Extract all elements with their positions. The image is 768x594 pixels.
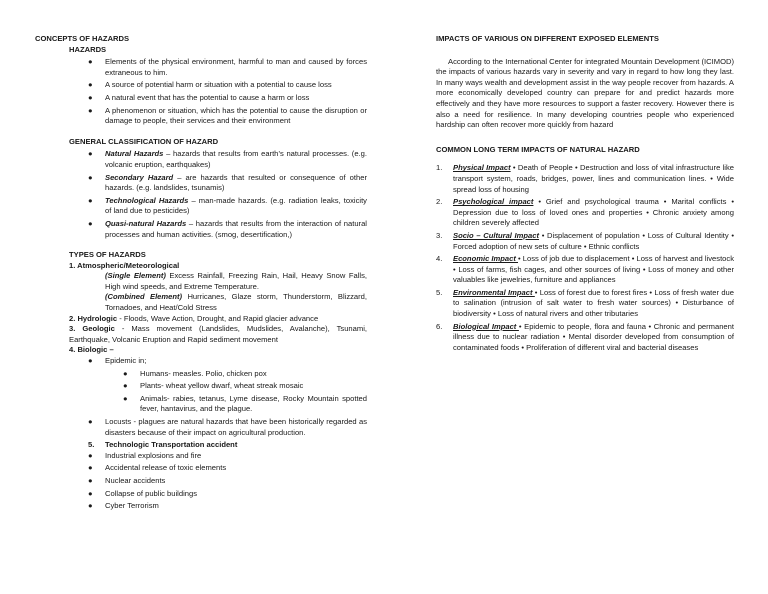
bullet-icon: ● xyxy=(88,218,93,228)
list-item: ● A phenomenon or situation, which has the potential to cause the disruption or damage to people, their services and their environment xyxy=(88,105,367,126)
type-technologic: 5. Technologic Transportation accident xyxy=(88,440,238,450)
impact-item: 3. Socio – Cultural Impact • Displacement of population • Loss of Cultural Identity • Forced adoption of new sets of culture • Ethnic conflicts xyxy=(436,230,734,251)
bullet-icon: ● xyxy=(88,149,93,159)
bullet-icon: ● xyxy=(88,417,93,426)
types-heading: TYPES OF HAZARDS xyxy=(69,250,146,260)
list-item: ● Humans- measles. Polio, chicken pox xyxy=(123,368,267,378)
bullet-icon: ● xyxy=(88,501,93,511)
list-item: ● Cyber Terrorism xyxy=(88,501,159,511)
bullet-icon: ● xyxy=(88,463,93,473)
type-atmospheric: 1. Atmospheric/Meteorological xyxy=(69,260,180,270)
type-hydrologic: 2. Hydrologic - Floods, Wave Action, Drought, and Rapid glacier advance xyxy=(69,313,319,323)
list-item: ● Animals- rabies, tetanus, Lyme disease, Rocky Mountain spotted fever, hantavirus, and the plague. xyxy=(123,393,367,414)
list-item: ● Collapse of public buildings xyxy=(88,488,198,498)
bullet-icon: ● xyxy=(88,356,93,366)
impact-item: 5. Environmental Impact • Loss of forest due to forest fires • Loss of fresh water due to salination (intrusion of salt water to fresh water sources) • Disturbance of biodiversity • Loss of natural rivers and other tributaries xyxy=(436,287,734,319)
impact-item: 1. Physical Impact • Death of People • Destruction and loss of vital infrastructure like transport system, roads, bridges, power, lines and communication lines. • Wide spread loss of housing xyxy=(436,163,734,194)
list-item: ● Epidemic in; xyxy=(88,356,147,366)
bullet-icon: ● xyxy=(88,80,93,90)
bullet-icon: ● xyxy=(88,105,93,115)
impacts-title: IMPACTS OF VARIOUS ON DIFFERENT EXPOSED ELEMENTS xyxy=(436,34,659,43)
hazards-heading: HAZARDS xyxy=(69,44,107,54)
list-item: ● Secondary Hazard – are hazards that resulted or consequence of other hazards. (e.g. landslides, tsunamis) xyxy=(88,172,367,193)
bullet-icon: ● xyxy=(88,57,93,67)
list-item: ● Natural Hazards – hazards that results from earth’s natural processes. (e.g. volcanic eruption, earthquakes) xyxy=(88,149,367,169)
impact-item: 2. Psychological impact • Grief and psychological trauma • Marital conflicts • Depression due to loss of loved ones and properties • Chronic anxiety among children severely affected xyxy=(436,197,734,228)
list-item: ● Plants- wheat yellow dwarf, wheat streak mosaic xyxy=(123,381,304,391)
bullet-icon: ● xyxy=(88,195,93,205)
bullet-icon: ● xyxy=(123,368,128,378)
bullet-icon: ● xyxy=(88,450,93,460)
list-item: ● Quasi-natural Hazards – hazards that results from the interaction of natural processes and human activities. (smog, desertification,) xyxy=(88,218,367,239)
bullet-icon: ● xyxy=(123,393,128,403)
bullet-icon: ● xyxy=(88,475,93,485)
impact-item: 6. Biological Impact • Epidemic to people, flora and fauna • Chronic and permanent illness due to nuclear radiation • Mental disorder developed from consumption of contaminated foods • Proliferation of different viral and bacterial diseases xyxy=(436,321,734,352)
classification-heading: GENERAL CLASSIFICATION OF HAZARD xyxy=(69,136,219,146)
combined-element-text: (Combined Element) Hurricanes, Glaze storm, Thunderstorm, Blizzard, Tornadoes, and Heat/Cold Stress xyxy=(105,292,367,313)
list-item: ● Industrial explosions and fire xyxy=(88,450,202,460)
bullet-icon: ● xyxy=(123,381,128,391)
long-term-heading: COMMON LONG TERM IMPACTS OF NATURAL HAZARD xyxy=(436,144,640,154)
single-element-text: (Single Element) Excess Rainfall, Freezing Rain, Hail, Heavy Snow Falls, High wind speeds, and Extreme Temperature. xyxy=(105,271,367,291)
list-item: ● Accidental release of toxic elements xyxy=(88,463,227,473)
list-item: ● Technological Hazards – man-made hazards. (e.g. radiation leaks, toxicity of land due to pesticides) xyxy=(88,195,367,216)
type-biologic: 4. Biologic – xyxy=(69,345,114,355)
list-item: ● Nuclear accidents xyxy=(88,475,166,485)
bullet-icon: ● xyxy=(88,92,93,102)
intro-paragraph: According to the International Center for integrated Mountain Development (ICIMOD) the impacts of various hazards vary in severity and vary in regard to how long they last. In many ways wealth and development assist in the way people recover from hazards. A more economically developed country can prepare for and predict hazards more effectively and they have more resources to support a faster recovery. However there is also a need for resilience. In many developing countries people who experienced hardship can often recover more quickly from hazard xyxy=(436,56,734,130)
list-item: ● Elements of the physical environment, harmful to man and caused by forces extraneous to him. xyxy=(88,57,367,77)
concepts-title: CONCEPTS OF HAZARDS xyxy=(35,34,130,43)
right-column xyxy=(436,34,734,355)
list-item: ● A source of potential harm or situation with a potential to cause loss xyxy=(88,80,332,90)
bullet-icon: ● xyxy=(88,172,93,182)
left-column xyxy=(35,34,367,514)
bullet-icon: ● xyxy=(88,488,93,498)
impact-item: 4. Economic Impact • Loss of job due to displacement • Loss of harvest and livestock • Loss of farms, fish cages, and other sources of living • Loss of money and other valuables like jewelries, furniture and appliances xyxy=(436,254,734,285)
list-item: ● A natural event that has the potential to cause a harm or loss xyxy=(88,92,310,102)
list-item: ● Locusts - plagues are natural hazards that have been historically regarded as disasters because of their impact on agricultural production. xyxy=(88,417,367,437)
type-geologic: 3. Geologic - Mass movement (Landslides, Mudslides, Avalanche), Tsunami, Earthquake, Volcanic Eruption and Rapid sediment movement xyxy=(69,324,367,344)
